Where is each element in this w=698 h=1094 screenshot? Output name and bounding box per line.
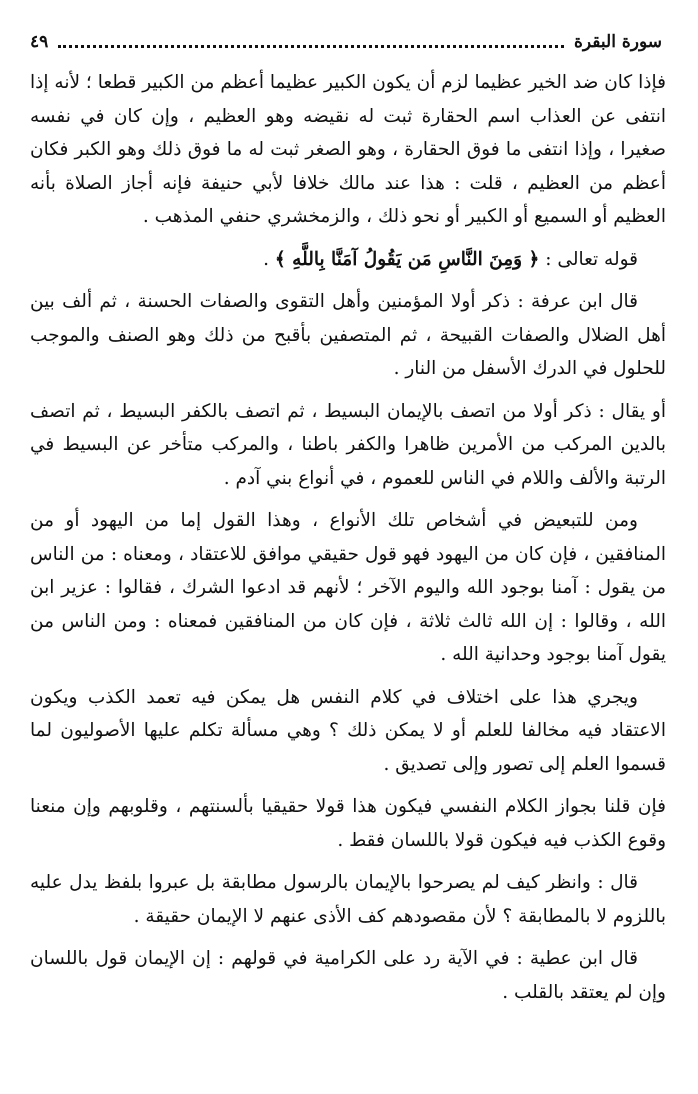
quran-verse: ﴿ وَمِنَ النَّاسِ مَن يَقُولُ آمَنَّا بِاللَّهِ ﴾ (274, 248, 540, 270)
paragraph: ويجري هذا على اختلاف في كلام النفس هل يمكن فيه تعمد الكذب ويكون الاعتقاد فيه مخالفا للعلم أو لا يمكن ذلك ؟ وهي مسألة تكلم عليها الأصوليون لما قسموا العلم إلى تصور وإلى تصديق . (30, 686, 666, 775)
paragraph: ومن للتبعيض في أشخاص تلك الأنواع ، وهذا القول إما من اليهود أو من المنافقين ، فإن كان من اليهود فهو قول حقيقي موافق للاعتقاد ، ومعناه : من الناس من يقول : آمنا بوجود الله واليوم الآخر ؛ لأنهم قد ادعوا الشرك ، فقالوا : عزير ابن الله ، وقالوا : إن الله ثالث ثلاثة ، فإن كان من المنافقين فمعناه : ومن الناس من يقول آمنا بوجود وحدانية الله . (30, 510, 666, 665)
paragraph: قال ابن عرفة : ذكر أولا المؤمنين وأهل التقوى والصفات الحسنة ، ثم ألف بين أهل الضلال والصفات القبيحة ، ثم المتصفين بأقبح من ذلك وهو الصنف والموجب للحلول في الدرك الأسفل من النار . (30, 291, 666, 379)
page-body (30, 66, 666, 1018)
paragraph: أو يقال : ذكر أولا من اتصف بالإيمان البسيط ، ثم اتصف بالكفر البسيط ، ثم اتصف بالدين المركب من الأمرين ظاهرا والكفر باطنا ، والمركب متأخر عن البسيط في الرتبة والألف واللام في الناس للعموم ، في أنواع بني آدم . (30, 400, 666, 489)
surah-title: سورة البقرة (574, 32, 662, 52)
paragraph: فإن قلنا بجواز الكلام النفسي فيكون هذا قولا حقيقيا بألسنتهم ، وقلوبهم وإن منعنا وقوع الكذب فيه فيكون قولا باللسان فقط . (30, 796, 666, 851)
verse-end: . (263, 248, 269, 270)
verse-paragraph (30, 243, 666, 277)
page-header (30, 22, 662, 62)
paragraph: قال ابن عطية : في الآية رد على الكرامية في قولهم : إن الإيمان قول باللسان وإن لم يعتقد بالقلب . (30, 948, 666, 1003)
paragraph: فإذا كان ضد الخير عظيما لزم أن يكون الكبير عظيما أعظم من الكبير قطعا ؛ لأنه إذا انتفى عن العذاب اسم الحقارة ثبت له نقيضه وهو العظيم ، وإن كان في نفسه صغيرا ، وإذا انتفى ما فوق الحقارة ، وهو الصغر ثبت له ما فوق ذلك وهو الكبر فكان أعظم من العظيم ، قلت : هذا عند مالك خلافا لأبي حنيفة فإنه أجاز الصلاة بأنه العظيم أو السميع أو الكبير أو نحو ذلك ، والزمخشري حنفي المذهب . (30, 72, 666, 227)
page-number: ٤٩ (30, 32, 49, 52)
header-dotted-rule (58, 45, 564, 48)
paragraph: قال : وانظر كيف لم يصرحوا بالإيمان بالرسول مطابقة بل عبروا بلفظ يدل عليه باللزوم لا بالمطابقة ؟ لأن مقصودهم كف الأذى عنهم لا الإيمان حقيقة . (30, 872, 666, 927)
verse-intro: قوله تعالى : (545, 248, 638, 270)
